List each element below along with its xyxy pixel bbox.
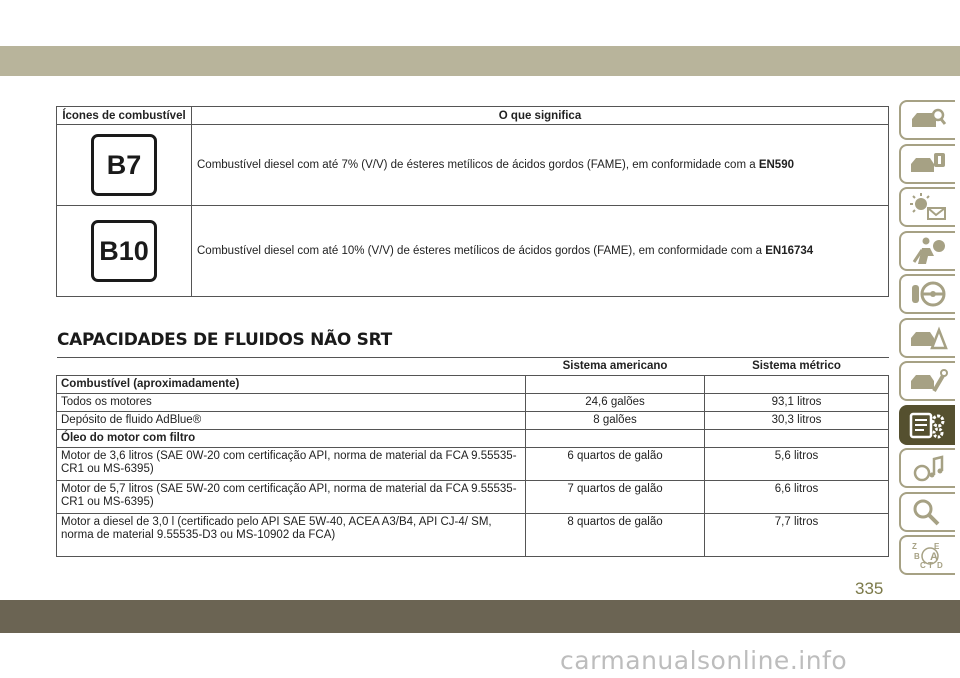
- b10-fuel-icon: B10: [91, 220, 157, 282]
- tab-servicing[interactable]: [899, 361, 955, 401]
- index-search-icon: [908, 497, 948, 527]
- tab-emergency[interactable]: [899, 318, 955, 358]
- car-warning-triangle-icon: [908, 323, 948, 353]
- car-info-icon: [908, 149, 948, 179]
- table-row: Combustível (aproximadamente): [57, 376, 889, 394]
- svg-text:Z: Z: [912, 542, 917, 551]
- tab-alphabetical[interactable]: [899, 535, 955, 575]
- table-row: Depósito de fluido AdBlue® 8 galões 30,3 litros: [57, 412, 889, 430]
- table-row: Óleo do motor com filtro: [57, 430, 889, 448]
- car-magnifier-icon: [908, 105, 948, 135]
- airbag-safety-icon: [908, 236, 948, 266]
- table-row: Motor a diesel de 3,0 l (certificado pelo API SAE 5W-40, ACEA A3/B4, API CJ-4/ SM, norma de material 9.55535-D3 ou MS-10902 da FCA) 8 quartos de galão 7,7 litros: [57, 514, 889, 557]
- table-row: Todos os motores 24,6 galões 93,1 litros: [57, 394, 889, 412]
- svg-text:B: B: [914, 552, 920, 561]
- svg-text:T: T: [928, 561, 933, 570]
- warning-lights-icon: [908, 192, 948, 222]
- tab-safety[interactable]: [899, 231, 955, 271]
- b7-fuel-icon: B7: [91, 134, 157, 196]
- svg-text:C: C: [920, 561, 926, 570]
- svg-text:A: A: [930, 551, 938, 563]
- watermark-text: carmanualsonline.info: [560, 646, 848, 675]
- footer-band: [0, 600, 960, 633]
- fuel-description: Combustível diesel com até 7% (V/V) de ésteres metílicos de ácidos gordos (FAME), em conformidade com a EN590: [192, 125, 889, 206]
- tab-specifications[interactable]: [899, 405, 955, 445]
- fluid-capacities-table: [56, 357, 889, 557]
- page-number: 335: [855, 579, 884, 598]
- fuel-description: Combustível diesel com até 10% (V/V) de ésteres metílicos de ácidos gordos (FAME), em conformidade com a EN16734: [192, 206, 889, 297]
- svg-text:D: D: [937, 561, 943, 570]
- tab-warning-lights[interactable]: [899, 187, 955, 227]
- chapter-tabs: [899, 100, 955, 579]
- svg-text:E: E: [934, 542, 940, 551]
- meaning-header: O que significa: [192, 107, 889, 125]
- tab-index[interactable]: [899, 492, 955, 532]
- table-row: Motor de 5,7 litros (SAE 5W-20 com certificação API, norma de material da FCA 9.55535-CR1 ou MS-6395) 7 quartos de galão 6,6 litros: [57, 481, 889, 514]
- us-system-header: Sistema americano: [526, 358, 705, 376]
- tab-multimedia[interactable]: [899, 448, 955, 488]
- section-title: CAPACIDADES DE FLUIDOS NÃO SRT: [57, 330, 392, 350]
- multimedia-note-icon: [908, 453, 948, 483]
- table-row: Motor de 3,6 litros (SAE 0W-20 com certificação API, norma de material da FCA 9.55535-CR1 ou MS-6395) 6 quartos de galão 5,6 litros: [57, 448, 889, 481]
- fuel-standard: EN590: [758, 159, 794, 171]
- steering-wheel-icon: [908, 279, 948, 309]
- alphabet-index-icon: [908, 540, 948, 570]
- tab-starting-operating[interactable]: [899, 274, 955, 314]
- tab-instrument-panel[interactable]: [899, 144, 955, 184]
- header-band: [0, 46, 960, 76]
- tab-getting-to-know[interactable]: [899, 100, 955, 140]
- car-wrench-icon: [908, 366, 948, 396]
- fuel-icons-header: Ícones de combustível: [57, 107, 192, 125]
- item-header: [57, 358, 526, 376]
- metric-system-header: Sistema métrico: [705, 358, 889, 376]
- fuel-icons-table: [56, 106, 889, 297]
- table-row: [57, 125, 889, 206]
- table-row: [57, 206, 889, 297]
- fuel-standard: EN16734: [765, 245, 814, 257]
- specifications-gears-icon: [908, 410, 948, 440]
